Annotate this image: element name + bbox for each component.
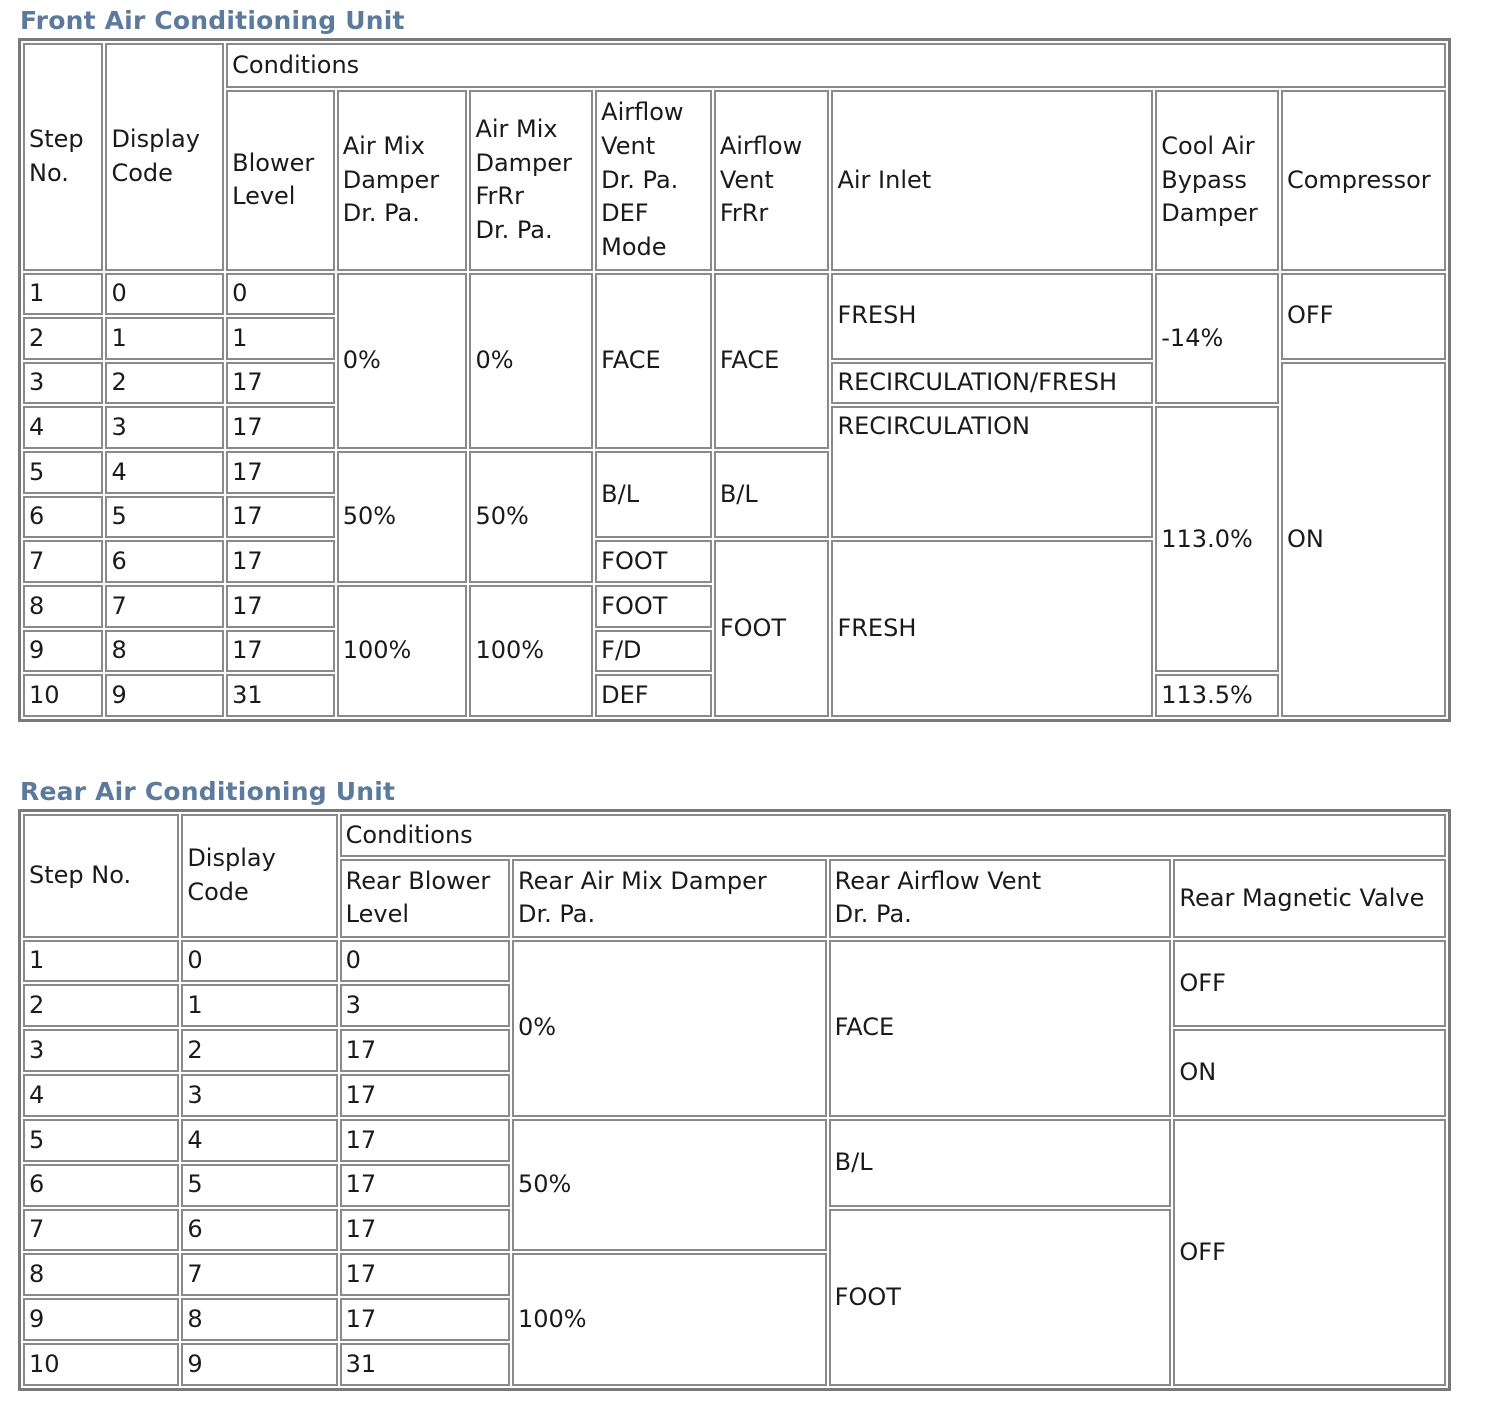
- air-inlet-cell: FRESH: [831, 273, 1153, 360]
- air-mix-frrr-cell: 0%: [469, 273, 593, 450]
- airflow-cell: FOOT: [595, 585, 712, 628]
- air-mix-cell: 0%: [512, 940, 827, 1117]
- code-cell: 8: [105, 630, 224, 673]
- air-inlet-cell: RECIRCULATION: [831, 406, 1153, 538]
- compressor-cell: OFF: [1281, 273, 1446, 360]
- airflow-frrr-cell: FOOT: [714, 540, 830, 717]
- air-inlet-cell: FRESH: [831, 540, 1153, 717]
- step-cell: 7: [23, 540, 103, 583]
- header-compressor: Compressor: [1281, 90, 1446, 270]
- code-cell: 0: [181, 940, 337, 983]
- step-cell: 2: [23, 984, 179, 1027]
- air-inlet-cell: RECIRCULATION/FRESH: [831, 362, 1153, 405]
- step-cell: 5: [23, 1119, 179, 1162]
- code-cell: 5: [181, 1164, 337, 1207]
- step-cell: 7: [23, 1209, 179, 1252]
- code-cell: 4: [105, 451, 224, 494]
- header-blower-level: Blower Level: [226, 90, 335, 270]
- step-cell: 9: [23, 630, 103, 673]
- code-cell: 4: [181, 1119, 337, 1162]
- step-cell: 3: [23, 362, 103, 405]
- blower-cell: 17: [226, 540, 335, 583]
- blower-cell: 3: [340, 984, 510, 1027]
- blower-cell: 0: [226, 273, 335, 316]
- rear-header-display-code: Display Code: [181, 814, 337, 938]
- rear-header-airflow-vent: Rear Airflow Vent Dr. Pa.: [829, 859, 1172, 937]
- step-cell: 2: [23, 317, 103, 360]
- rear-conditions-table: [18, 809, 1451, 1391]
- compressor-cell: ON: [1281, 362, 1446, 717]
- step-cell: 1: [23, 273, 103, 316]
- air-mix-cell: 100%: [512, 1253, 827, 1386]
- blower-cell: 17: [340, 1119, 510, 1162]
- header-step-no: Step No.: [23, 43, 103, 271]
- blower-cell: 17: [340, 1209, 510, 1252]
- table-row: [23, 940, 1446, 983]
- air-mix-cell: 0%: [337, 273, 468, 450]
- step-cell: 4: [23, 1074, 179, 1117]
- header-display-code: Display Code: [105, 43, 224, 271]
- step-cell: 3: [23, 1029, 179, 1072]
- front-conditions-table: [18, 38, 1451, 722]
- header-air-mix-damper: Air Mix Damper Dr. Pa.: [337, 90, 468, 270]
- airflow-cell: FACE: [829, 940, 1172, 1117]
- rear-header-step-no: Step No.: [23, 814, 179, 938]
- step-cell: 9: [23, 1298, 179, 1341]
- rear-header-magnetic-valve: Rear Magnetic Valve: [1173, 859, 1446, 937]
- code-cell: 6: [105, 540, 224, 583]
- step-cell: 10: [23, 1343, 179, 1386]
- code-cell: 1: [181, 984, 337, 1027]
- header-air-inlet: Air Inlet: [831, 90, 1153, 270]
- header-cool-air-bypass: Cool Air Bypass Damper: [1155, 90, 1279, 270]
- blower-cell: 0: [340, 940, 510, 983]
- blower-cell: 17: [226, 406, 335, 449]
- blower-cell: 17: [226, 630, 335, 673]
- header-air-mix-damper-frrr: Air Mix Damper FrRr Dr. Pa.: [469, 90, 593, 270]
- code-cell: 8: [181, 1298, 337, 1341]
- code-cell: 0: [105, 273, 224, 316]
- step-cell: 5: [23, 451, 103, 494]
- code-cell: 2: [181, 1029, 337, 1072]
- step-cell: 6: [23, 1164, 179, 1207]
- bypass-cell: 113.5%: [1155, 674, 1279, 717]
- airflow-frrr-cell: B/L: [714, 451, 830, 538]
- code-cell: 5: [105, 496, 224, 539]
- airflow-cell: FACE: [595, 273, 712, 450]
- step-cell: 1: [23, 940, 179, 983]
- airflow-cell: DEF: [595, 674, 712, 717]
- table-row: [23, 1119, 1446, 1162]
- code-cell: 3: [181, 1074, 337, 1117]
- code-cell: 7: [105, 585, 224, 628]
- blower-cell: 1: [226, 317, 335, 360]
- blower-cell: 17: [340, 1029, 510, 1072]
- valve-cell: ON: [1173, 1029, 1446, 1117]
- step-cell: 10: [23, 674, 103, 717]
- code-cell: 6: [181, 1209, 337, 1252]
- rear-header-blower-level: Rear Blower Level: [340, 859, 510, 937]
- air-mix-frrr-cell: 100%: [469, 585, 593, 717]
- code-cell: 7: [181, 1253, 337, 1296]
- header-airflow-vent-frrr: Airflow Vent FrRr: [714, 90, 830, 270]
- airflow-cell: B/L: [829, 1119, 1172, 1207]
- code-cell: 9: [181, 1343, 337, 1386]
- air-mix-frrr-cell: 50%: [469, 451, 593, 583]
- table-row: [23, 273, 1446, 316]
- blower-cell: 31: [340, 1343, 510, 1386]
- air-mix-cell: 50%: [512, 1119, 827, 1252]
- air-mix-cell: 50%: [337, 451, 468, 583]
- code-cell: 2: [105, 362, 224, 405]
- airflow-cell: FOOT: [829, 1209, 1172, 1386]
- airflow-cell: FOOT: [595, 540, 712, 583]
- bypass-cell: -14%: [1155, 273, 1279, 405]
- header-conditions: Conditions: [226, 43, 1446, 88]
- air-mix-cell: 100%: [337, 585, 468, 717]
- blower-cell: 17: [340, 1164, 510, 1207]
- blower-cell: 17: [226, 362, 335, 405]
- step-cell: 8: [23, 1253, 179, 1296]
- code-cell: 3: [105, 406, 224, 449]
- header-airflow-vent: Airflow Vent Dr. Pa. DEF Mode: [595, 90, 712, 270]
- step-cell: 4: [23, 406, 103, 449]
- bypass-cell: 113.0%: [1155, 406, 1279, 672]
- blower-cell: 17: [340, 1298, 510, 1341]
- valve-cell: OFF: [1173, 1119, 1446, 1386]
- code-cell: 9: [105, 674, 224, 717]
- airflow-cell: B/L: [595, 451, 712, 538]
- blower-cell: 17: [340, 1074, 510, 1117]
- rear-header-air-mix-damper: Rear Air Mix Damper Dr. Pa.: [512, 859, 827, 937]
- blower-cell: 17: [340, 1253, 510, 1296]
- blower-cell: 17: [226, 496, 335, 539]
- blower-cell: 17: [226, 451, 335, 494]
- airflow-cell: F/D: [595, 630, 712, 673]
- blower-cell: 31: [226, 674, 335, 717]
- blower-cell: 17: [226, 585, 335, 628]
- rear-unit-title: Rear Air Conditioning Unit: [20, 777, 396, 806]
- front-unit-title: Front Air Conditioning Unit: [20, 6, 405, 35]
- code-cell: 1: [105, 317, 224, 360]
- valve-cell: OFF: [1173, 940, 1446, 1028]
- step-cell: 8: [23, 585, 103, 628]
- airflow-frrr-cell: FACE: [714, 273, 830, 450]
- rear-header-conditions: Conditions: [340, 814, 1446, 857]
- step-cell: 6: [23, 496, 103, 539]
